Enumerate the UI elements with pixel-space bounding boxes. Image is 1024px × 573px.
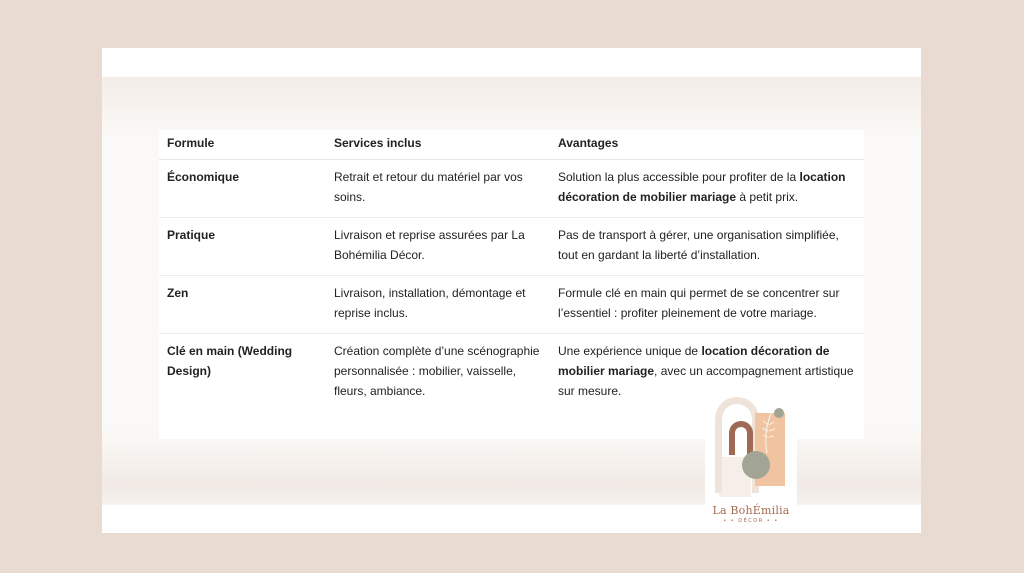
logo-name: La BohÉmilia xyxy=(712,504,790,517)
cell-avantages xyxy=(558,160,864,218)
header-formule: Formule xyxy=(159,130,334,160)
avantages-text-end: , avec un accompagnement artistique sur mesure. xyxy=(558,364,854,398)
cell-services: Retrait et retour du matériel par vos soins. xyxy=(334,160,558,218)
formules-table xyxy=(159,130,864,411)
avantages-keyword: location décoration de mobilier mariage xyxy=(558,344,830,378)
table-row xyxy=(159,276,864,334)
cell-formule: Économique xyxy=(159,160,334,218)
cell-avantages: Pas de transport à gérer, une organisation simplifiée, tout en gardant la liberté d’installation. xyxy=(558,218,864,276)
header-services: Services inclus xyxy=(334,130,558,160)
cell-formule: Pratique xyxy=(159,218,334,276)
avantages-text-end: à petit prix. xyxy=(736,190,799,204)
avantages-text: Une expérience unique de xyxy=(558,344,702,358)
cell-formule: Zen xyxy=(159,276,334,334)
header-avantages: Avantages xyxy=(558,130,864,160)
cell-services: Livraison, installation, démontage et reprise inclus. xyxy=(334,276,558,334)
cell-services: Création complète d’une scénographie personnalisée : mobilier, vaisselle, fleurs, ambiance. xyxy=(334,344,540,398)
bohemilia-logo xyxy=(705,395,797,530)
cell-avantages: Formule clé en main qui permet de se concentrer sur l’essentiel : profiter pleinement de votre mariage. xyxy=(558,276,864,334)
arch-emblem-icon xyxy=(705,395,797,503)
cell-formule: Clé en main (Wedding Design) xyxy=(167,344,293,378)
table-row xyxy=(159,160,864,218)
avantages-text: Solution la plus accessible pour profiter de la xyxy=(558,170,800,184)
cell-services: Livraison et reprise assurées par La Bohémilia Décor. xyxy=(334,218,558,276)
table-row xyxy=(159,218,864,276)
table-header-row xyxy=(159,130,864,160)
logo-tagline: • • DÉCOR • • xyxy=(723,518,779,524)
formules-table-panel xyxy=(159,130,864,439)
avantages-keyword: location décoration de mobilier mariage xyxy=(558,170,846,204)
